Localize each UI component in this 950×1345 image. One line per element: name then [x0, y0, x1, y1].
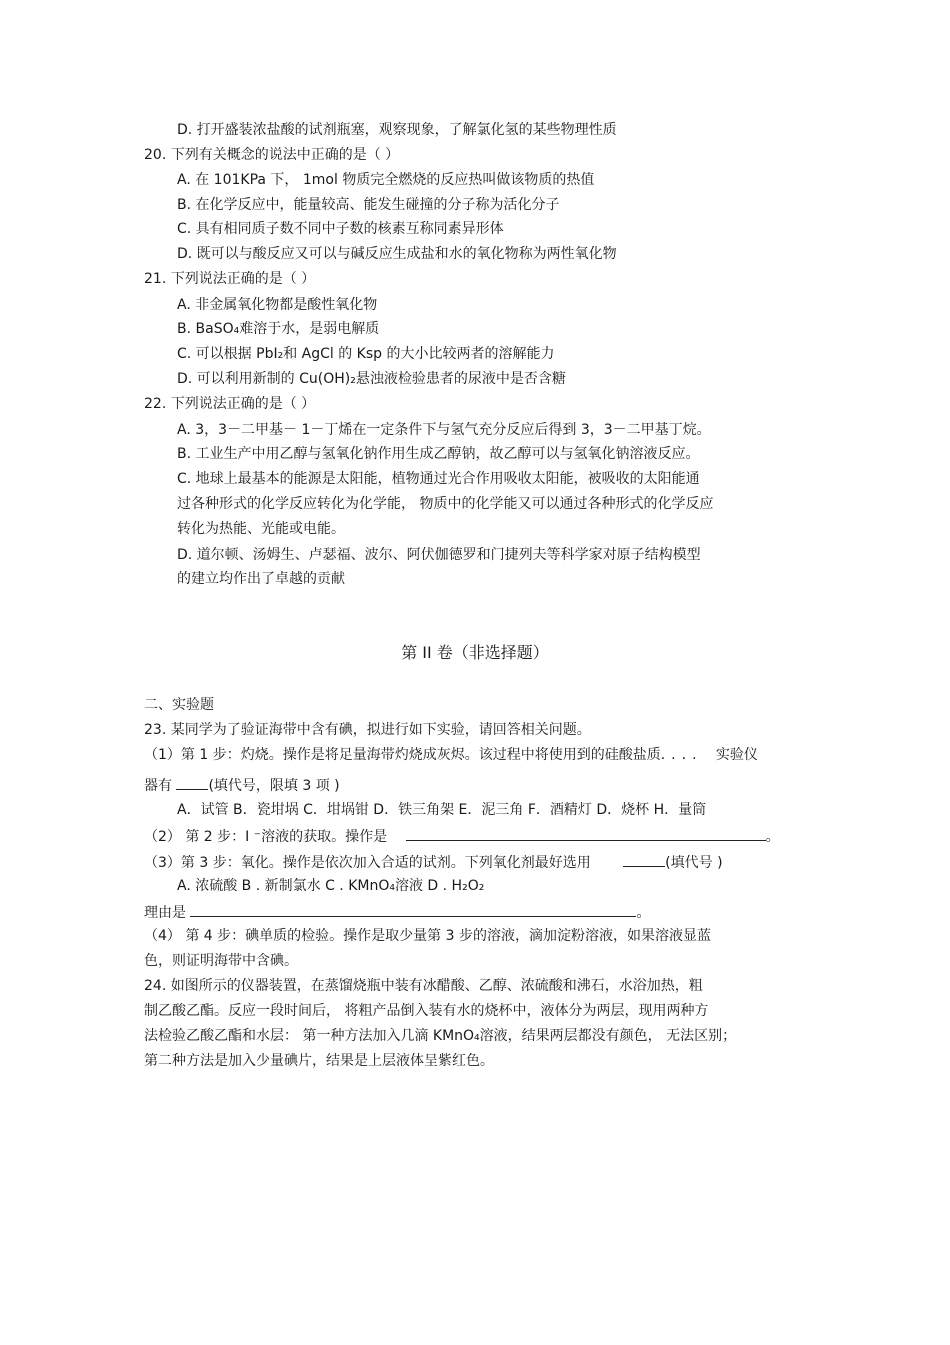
q22-option-c-line2: 过各种形式的化学反应转化为化学能， 物质中的化学能又可以通过各种形式的化学反应: [177, 496, 714, 512]
q19-option-d: D. 打开盛装浓盐酸的试剂瓶塞，观察现象，了解氯化氢的某些物理性质: [177, 122, 617, 138]
q24-line3: 法检验乙酸乙酯和水层： 第一种方法加入几滴 KMnO₄溶液，结果两层都没有颜色， 无法区别；: [144, 1028, 737, 1044]
answer-blank-reason[interactable]: [190, 902, 636, 917]
q23-step1-line2: [144, 775, 340, 795]
q24-line4: 第二种方法是加入少量碘片，结果是上层液体呈紫红色。: [144, 1053, 494, 1069]
q23-step2-line: [144, 826, 780, 846]
answer-blank-step2[interactable]: [406, 826, 766, 841]
q23-step1-text: （1）第 1 步：灼烧。操作是将足量海带灼烧成灰烬。该过程中将使用到的硅酸盐质: [144, 747, 661, 763]
answer-blank-step1[interactable]: [176, 775, 208, 790]
q23-step3-hint: (填代号 ): [665, 855, 723, 871]
q22-option-c-line3: 转化为热能、光能或电能。: [177, 521, 345, 537]
q20-option-d: D. 既可以与酸反应又可以与碱反应生成盐和水的氧化物称为两性氧化物: [177, 246, 617, 262]
q23-step1-prefix: 器有: [144, 778, 172, 794]
q20-option-a: A. 在 101KPa 下， 1mol 物质完全燃烧的反应热叫做该物质的热值: [177, 172, 595, 188]
q23-reason-end: 。: [636, 905, 651, 921]
q20-stem: 20. 下列有关概念的说法中正确的是（ ）: [144, 147, 400, 163]
q22-stem: 22. 下列说法正确的是（ ）: [144, 396, 316, 412]
q22-option-a: A. 3，3－二甲基－ 1－丁烯在一定条件下与氢气充分反应后得到 3，3－二甲基丁烷。: [177, 422, 711, 438]
q21-stem: 21. 下列说法正确的是（ ）: [144, 271, 316, 287]
q23-step1-text-end: 实验仪: [715, 747, 758, 763]
q24-line1: 24. 如图所示的仪器装置，在蒸馏烧瓶中装有冰醋酸、乙醇、浓硫酸和沸石，水浴加热，粗: [144, 978, 703, 994]
q23-step3-options: A. 浓硫酸 B . 新制氯水 C . KMnO₄溶液 D . H₂O₂: [177, 878, 485, 894]
q23-step1-hint: (填代号，限填 3 项 ): [208, 778, 340, 794]
q20-option-c: C. 具有相同质子数不同中子数的核素互称同素异形体: [177, 221, 504, 237]
answer-blank-step3[interactable]: [623, 852, 665, 867]
q23-stem: 23. 某同学为了验证海带中含有碘，拟进行如下实验，请回答相关问题。: [144, 722, 591, 738]
q23-step1-line1: [144, 746, 758, 767]
q23-step1-options: A．试管 B．瓷坩埚 C．坩埚钳 D．铁三角架 E．泥三角 F．酒精灯 D．烧杯 H．量筒: [177, 802, 707, 818]
q23-step3-text: （3）第 3 步：氧化。操作是依次加入合适的试剂。下列氧化剂最好选用: [144, 855, 591, 871]
q23-step2-end: 。: [765, 829, 780, 845]
q23-step4-line1: （4） 第 4 步：碘单质的检验。操作是取少量第 3 步的溶液，滴加淀粉溶液，如果溶液显蓝: [144, 928, 711, 944]
q23-step3-line: [144, 852, 723, 872]
q23-step4-line2: 色，则证明海带中含碘。: [144, 953, 298, 969]
q21-option-c: C. 可以根据 PbI₂和 AgCl 的 Ksp 的大小比较两者的溶解能力: [177, 346, 555, 362]
q22-option-d-line1: D. 道尔顿、汤姆生、卢瑟福、波尔、阿伏伽德罗和门捷列夫等科学家对原子结构模型: [177, 547, 701, 563]
q20-option-b: B. 在化学反应中，能量较高、能发生碰撞的分子称为活化分子: [177, 197, 560, 213]
section-heading: 二、实验题: [144, 697, 214, 713]
emphasis-dots: ····: [660, 751, 703, 767]
q23-step2-text: （2） 第 2 步：I ⁻溶液的获取。操作是: [144, 829, 388, 845]
q22-option-d-line2: 的建立均作出了卓越的贡献: [177, 571, 345, 587]
q22-option-b: B. 工业生产中用乙醇与氢氧化钠作用生成乙醇钠，故乙醇可以与氢氧化钠溶液反应。: [177, 446, 700, 462]
q21-option-b: B. BaSO₄难溶于水，是弱电解质: [177, 321, 380, 337]
q24-line2: 制乙酸乙酯。反应一段时间后， 将粗产品倒入装有水的烧杯中，液体分为两层，现用两种方: [144, 1003, 709, 1019]
q21-option-a: A. 非金属氧化物都是酸性氧化物: [177, 297, 378, 313]
q23-reason-line: [144, 902, 650, 922]
q21-option-d: D. 可以利用新制的 Cu(OH)₂悬浊液检验患者的尿液中是否含糖: [177, 371, 566, 387]
part2-title: 第 II 卷（非选择题）: [401, 643, 549, 662]
q23-reason-label: 理由是: [144, 905, 186, 921]
q22-option-c-line1: C. 地球上最基本的能源是太阳能，植物通过光合作用吸收太阳能，被吸收的太阳能通: [177, 471, 700, 487]
